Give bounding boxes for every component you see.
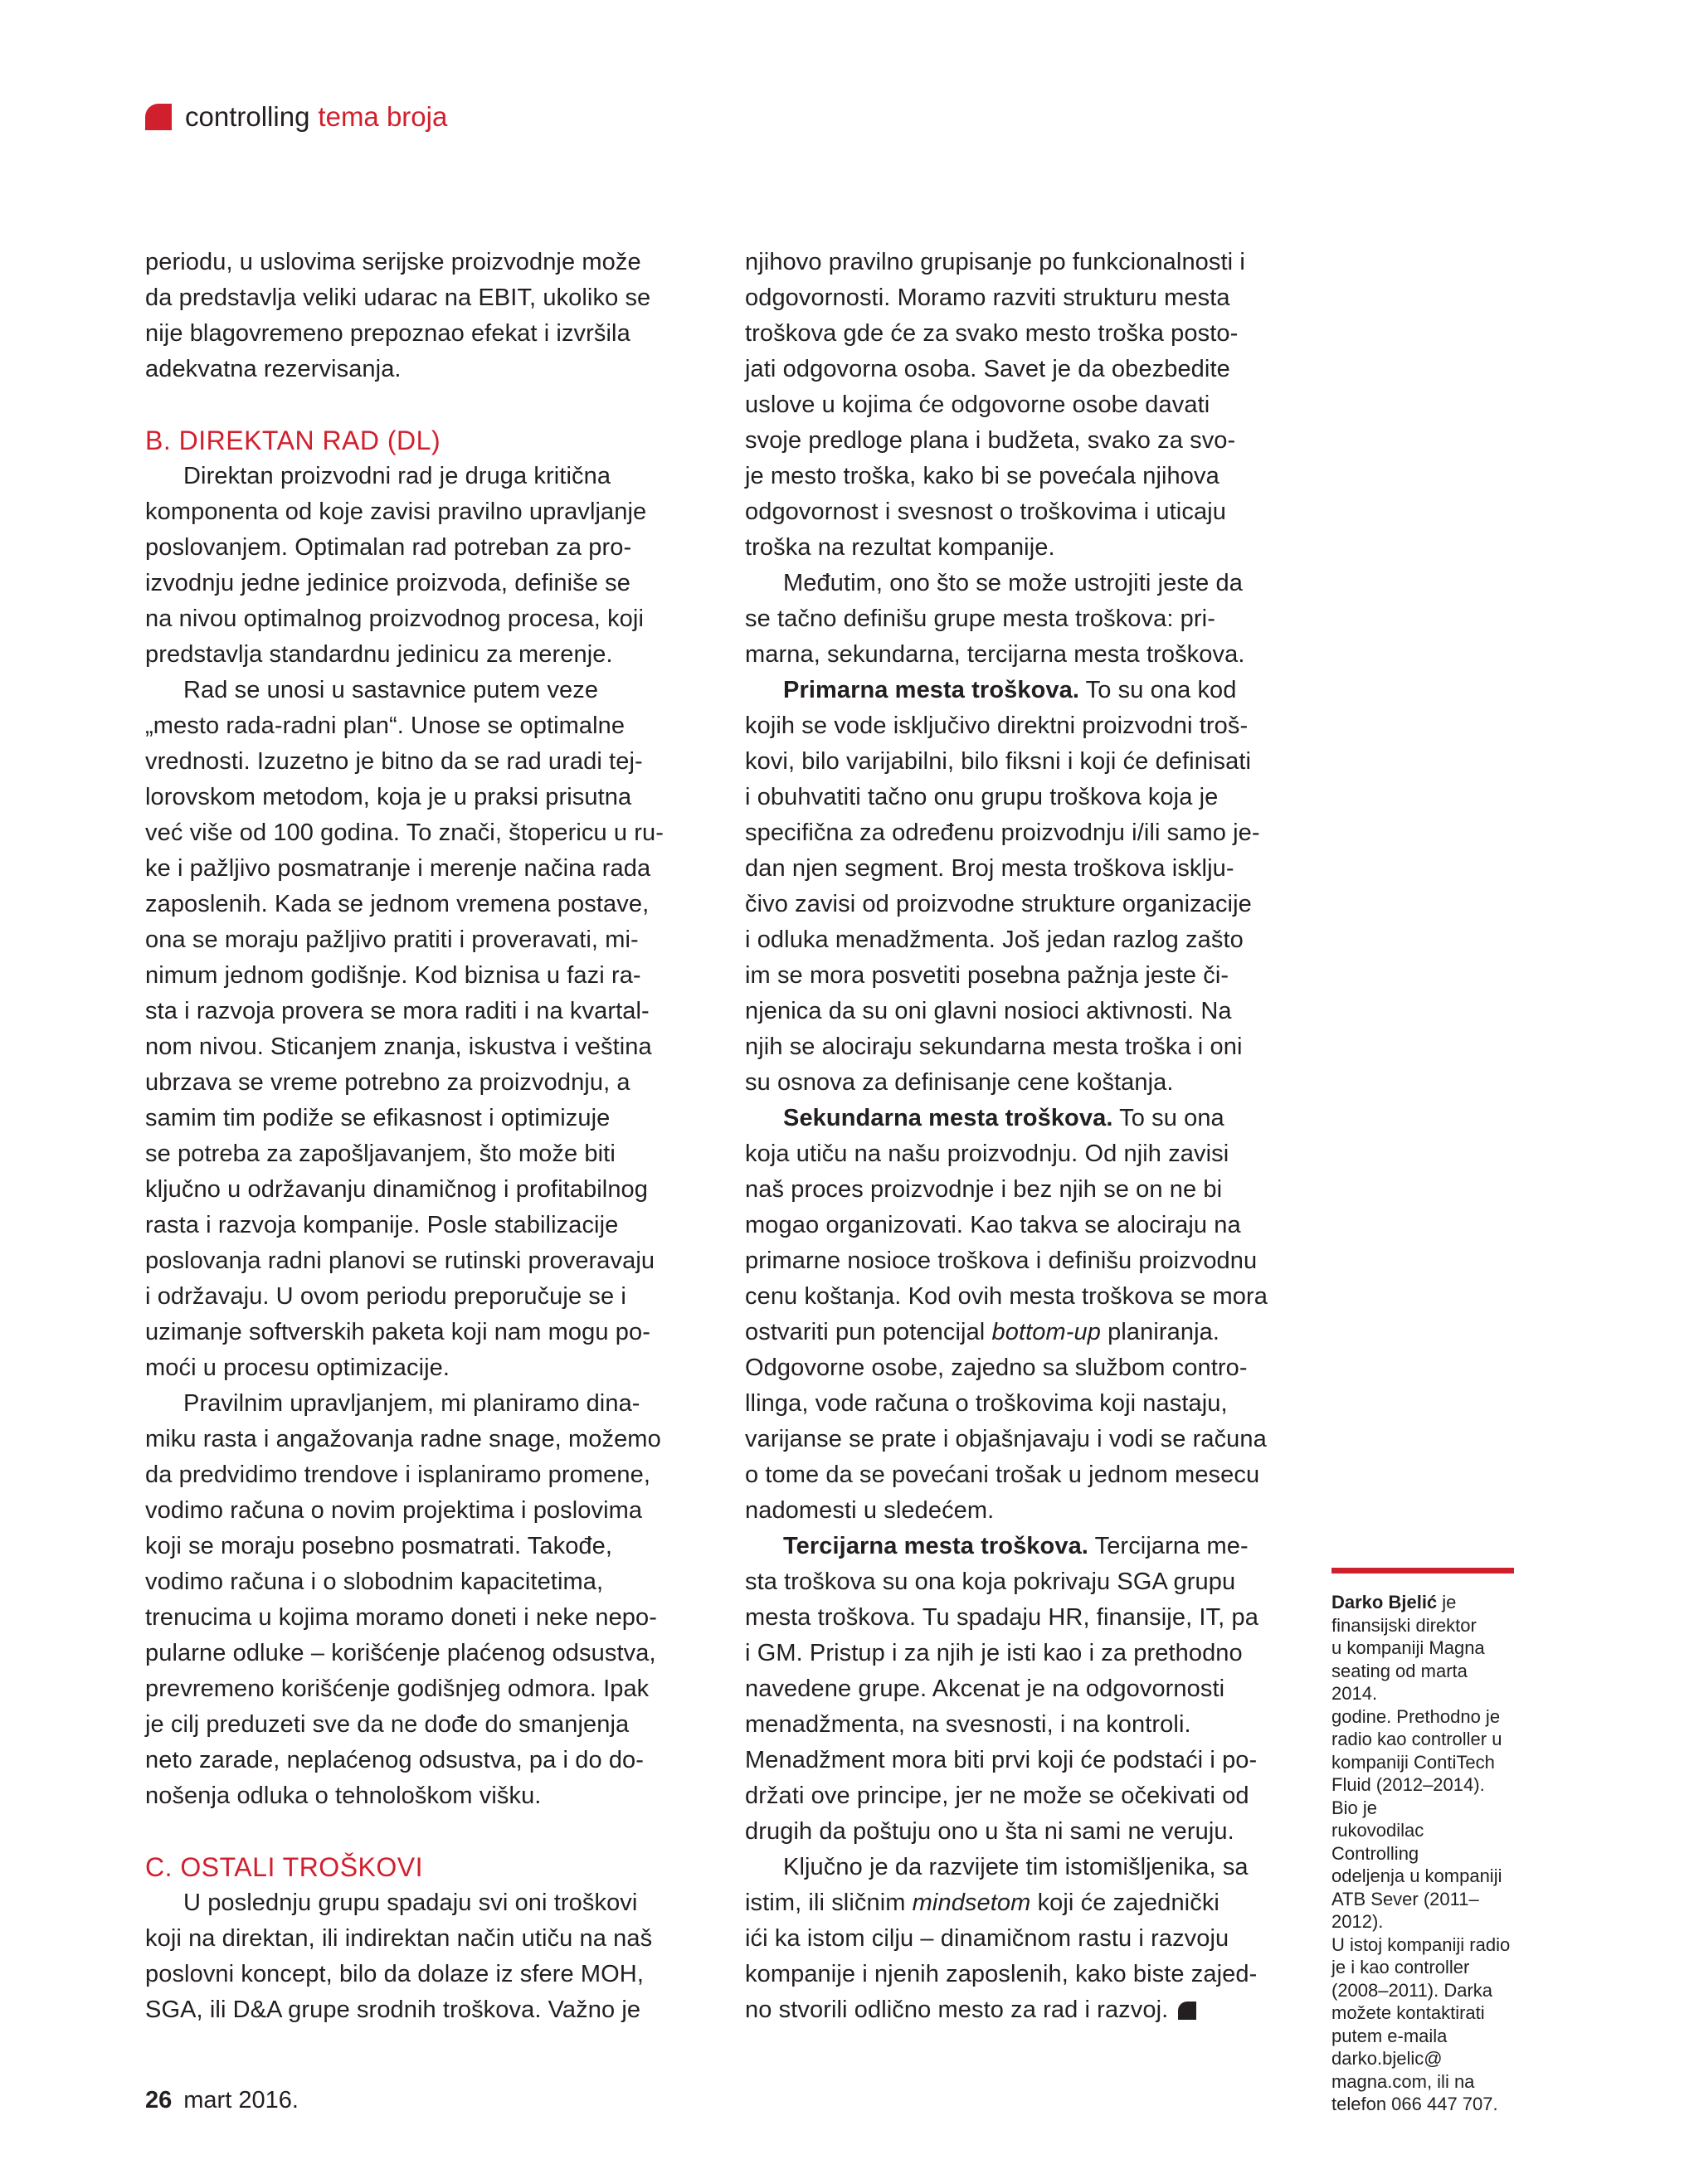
paragraph-secondary-cost-centers: Sekundarna mesta troškova. To su ona koja utiču na našu proizvodnju. Od njih zavisi naš proces proizvodnje i bez njih se on ne bi mogao organizovati. Kao takva se alociraju na primarne nosioce troškova i definišu proizvodnu cenu koštanja. Kod ovih mesta troškova se mora ostvariti pun potencijal bottom-up planiranja. Odgovorne osobe, zajedno sa službom contro- llinga, vode računa o troškovima koji nastaju, varijanse se prate i objašnjavaju i vodi se računa o tome da se povećani trošak u jednom mesecu nadomesti u sledećem.	[745, 1105, 1268, 1524]
section-topic: tema broja	[318, 101, 448, 132]
run-in-heading: Tercijarna mesta troškova.	[783, 1533, 1088, 1559]
author-name: Darko Bjelić	[1331, 1592, 1438, 1612]
paragraph: Direktan proizvodni rad je druga kritična komponenta od koje zavisi pravilno upravljanje poslovanjem. Optimalan rad potreban za pro- izvodnju jedne jedinice proizvoda, definiše se na nivou optimalnog proizvodnog procesa, koji predstavlja standardnu jedinicu za merenje.	[145, 463, 647, 668]
paragraph-primary-cost-centers: Primarna mesta troškova. To su ona kod kojih se vode isključivo direktni proizvodni troš- kovi, bilo varijabilni, bilo fiksni i koji će definisati i obuhvatiti tačno onu grupu troškova koja je specifična za određenu proizvodnju i/ili samo je- dan njen segment. Broj mesta troškova isklju- čivo zavisi od proizvodne strukture organizacije i odluka menadžmenta. Još jedan razlog zašto im se mora posvetiti posebna pažnja jeste či- njenica da su oni glavni nosioci aktivnosti. Na njih se alociraju sekundarna mesta troška i oni su osnova za definisanje cene koštanja.	[745, 677, 1260, 1096]
paragraph: U poslednju grupu spadaju svi oni troškovi koji na direktan, ili indirektan način utiču na naš poslovni koncept, bilo da dolaze iz sfere MOH, SGA, ili D&A grupe srodnih troškova. Važno je	[145, 1890, 653, 2023]
issue-date: mart 2016.	[183, 2087, 299, 2113]
article-column-right	[745, 245, 1296, 2028]
section-heading-b: B. DIREKTAN RAD (DL)	[145, 426, 441, 455]
page-footer	[145, 2084, 299, 2117]
paragraph-tertiary-cost-centers: Tercijarna mesta troškova. Tercijarna me- sta troškova su ona koja pokrivaju SGA grupu mesta troškova. Tu spadaju HR, finansije, IT, pa i GM. Pristup i za njih je isti kao i za prethodno navedene grupe. Akcenat je na odgovornosti menadžmenta, na svesnosti, i na kontroli. Menadžment mora biti prvi koji će podstaći i po- držati ove principe, jer ne može se očekivati od drugih da poštuju ono u šta ni sami ne veruju.	[745, 1533, 1258, 1845]
section-marker-icon	[145, 104, 172, 130]
paragraph: periodu, u uslovima serijske proizvodnje može da predstavlja veliki udarac na EBIT, ukoliko se nije blagovremeno prepoznao efekat i izvršila adekvatna rezervisanja.	[145, 249, 651, 382]
author-bio-text: Darko Bjelić je finansijski direktor u kompaniji Magna seating od marta 2014. godine. Prethodno je radio kao controller u kompaniji ContiTech Fluid (2012–2014). Bio je rukovodilac Controlling odeljenja u kompaniji ATB Sever (2011–2012). U istoj kompaniji radio je i kao controller (2008–2011). Darka možete kontaktirati putem e-maila darko.bjelic@ magna.com, ili na telefon 066 447 707.	[1331, 1592, 1511, 2114]
author-bio-box	[1331, 1568, 1514, 2116]
section-name: controlling	[185, 101, 310, 132]
paragraph: Rad se unosi u sastavnice putem veze „mesto rada-radni plan“. Unose se optimalne vrednosti. Izuzetno je bitno da se rad uradi tej- lorovskom metodom, koja je u praksi prisutna već više od 100 godina. To znači, štopericu u ru- ke i pažljivo posmatranje i merenje načina rada zaposlenih. Kada se jednom vremena postave, ona se moraju pažljivo pratiti i proveravati, mi- nimum jednom godišnje. Kod biznisa u fazi ra- sta i razvoja provera se mora raditi i na kvartal- nom nivou. Sticanjem znanja, iskustva i veština ubrzava se vreme potrebno za proizvodnju, a samim tim podiže se efikasnost i optimizuje se potreba za zapošljavanjem, što može biti ključno u održavanju dinamičnog i profitabilnog rasta i razvoja kompanije. Posle stabilizacije poslovanja radni planovi se rutinski proveravaju i održavaju. U ovom periodu preporučuje se i uzimanje softverskih paketa koji nam mogu po- moći u procesu optimizacije.	[145, 677, 665, 1381]
run-in-heading: Sekundarna mesta troškova.	[783, 1105, 1113, 1131]
paragraph: Pravilnim upravljanjem, mi planiramo dina- miku rasta i angažovanja radne snage, možemo da predvidimo trendove i isplaniramo promene, vodimo računa o novim projektima i poslovima koji se moraju posebno posmatrati. Takođe, vodimo računa i o slobodnim kapacitetima, trenucima u kojima moramo doneti i neke nepo- pularne odluke – korišćenje plaćenog odsustva, prevremeno korišćenje godišnjeg odmora. Ipak je cilj preduzeti sve da ne dođe do smanjenja neto zarade, neplaćenog odsustva, pa i do do- nošenja odluka o tehnološkom višku.	[145, 1390, 661, 1809]
run-in-heading: Primarna mesta troškova.	[783, 677, 1080, 703]
article-column-left	[145, 245, 684, 2028]
running-header	[145, 98, 447, 136]
section-heading-c: C. OSTALI TROŠKOVI	[145, 1852, 423, 1882]
end-of-article-icon	[1178, 2002, 1196, 2020]
paragraph: Međutim, ono što se može ustrojiti jeste da se tačno definišu grupe mesta troškova: pri- marna, sekundarna, tercijarna mesta troškova.	[745, 570, 1245, 668]
page-number: 26	[145, 2087, 173, 2113]
paragraph-closing: Ključno je da razvijete tim istomišljenika, sa istim, ili sličnim mindsetom koji će zajednički ići ka istom cilju – dinamičnom rastu i razvoju kompanije i njenih zaposlenih, kako biste zajed- no stvorili odlično mesto za rad i razvoj.	[745, 1854, 1258, 2023]
paragraph: njihovo pravilno grupisanje po funkcionalnosti i odgovornosti. Moramo razviti strukturu mesta troškova gde će za svako mesto troška posto- jati odgovorna osoba. Savet je da obezbedite uslove u kojima će odgovorne osobe davati svoje predloge plana i budžeta, svako za svo- je mesto troška, kako bi se povećala njihova odgovornost i svesnost o troškovima i uticaju troška na rezultat kompanije.	[745, 249, 1245, 561]
bio-divider	[1331, 1568, 1514, 1574]
